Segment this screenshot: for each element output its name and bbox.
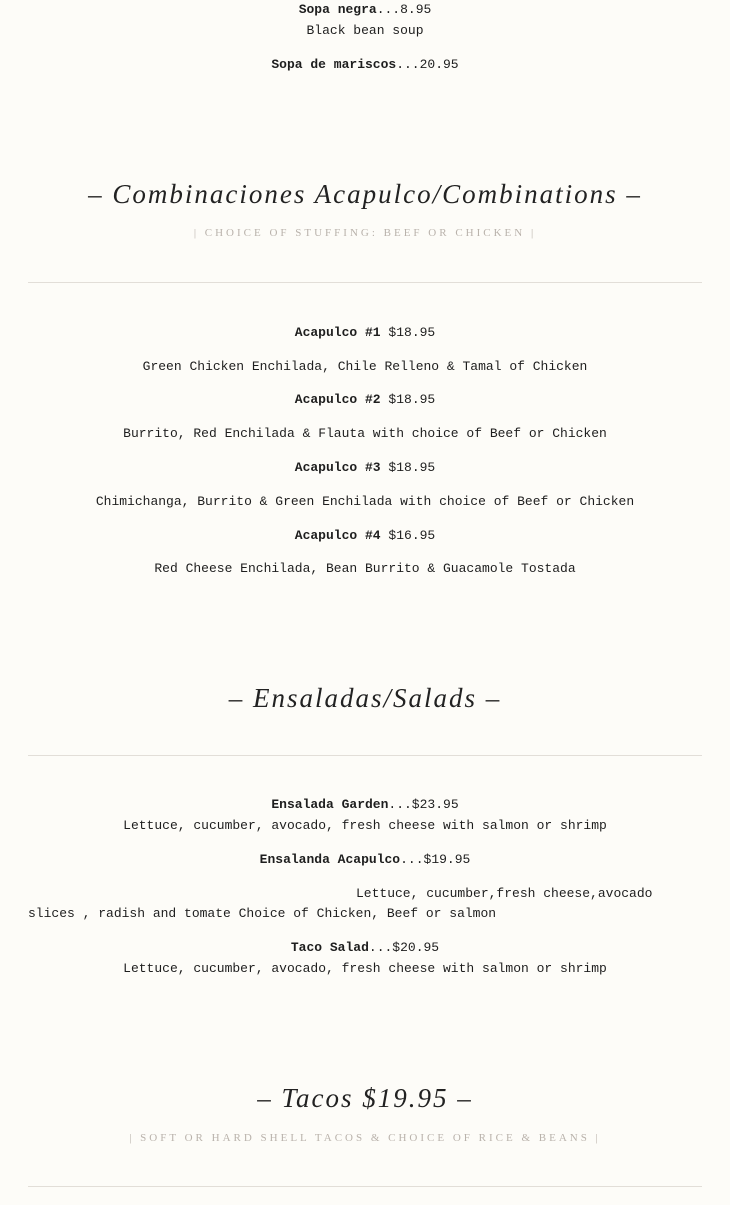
item-name: Acapulco #4 (294, 528, 381, 543)
menu-item-sopa-negra (28, 0, 702, 20)
section-subtitle-combinations: | CHOICE OF STUFFING: BEEF OR CHICKEN | (193, 227, 537, 239)
menu-item-acapulco-1 (28, 323, 702, 343)
item-price: ...$19.95 (400, 852, 471, 867)
item-name: Acapulco #3 (294, 460, 381, 475)
section-divider (28, 755, 702, 756)
section-subtitle-tacos: | SOFT OR HARD SHELL TACOS & CHOICE OF RICE & BEANS | (129, 1132, 601, 1144)
section-divider (28, 1186, 702, 1187)
item-price: ...$23.95 (388, 797, 459, 812)
item-description: Black bean soup (306, 23, 424, 38)
item-price: $18.95 (380, 460, 436, 475)
menu-item-taco-salad (28, 938, 702, 958)
item-name: Ensalada Garden (271, 797, 389, 812)
item-description-line-2: slices , radish and tomate Choice of Chicken, Beef or salmon (28, 906, 497, 921)
menu-item-sopa-de-mariscos (28, 55, 702, 75)
item-price: $18.95 (380, 392, 436, 407)
section-title-salads: – Ensaladas/Salads – (228, 683, 502, 713)
item-price: ...8.95 (376, 2, 432, 17)
menu-item-ensalada-garden (28, 795, 702, 815)
item-price: $18.95 (380, 325, 436, 340)
menu-item-acapulco-4 (28, 526, 702, 546)
item-description: Burrito, Red Enchilada & Flauta with choice of Beef or Chicken (123, 426, 607, 441)
item-name: Ensalanda Acapulco (259, 852, 401, 867)
item-description: Red Cheese Enchilada, Bean Burrito & Guacamole Tostada (154, 561, 576, 576)
item-description: Lettuce, cucumber, avocado, fresh cheese with salmon or shrimp (123, 818, 607, 833)
item-description: Chimichanga, Burrito & Green Enchilada with choice of Beef or Chicken (95, 494, 635, 509)
item-description (28, 884, 702, 924)
item-description: Lettuce, cucumber, avocado, fresh cheese with salmon or shrimp (123, 961, 607, 976)
item-price: ...$20.95 (368, 940, 440, 955)
menu-item-acapulco-3 (28, 458, 702, 478)
item-name: Sopa negra (298, 2, 377, 17)
section-divider (28, 282, 702, 283)
item-price: ...20.95 (396, 57, 459, 72)
item-description-line-1: Lettuce, cucumber,fresh cheese,avocado (356, 886, 653, 901)
item-price: $16.95 (380, 528, 436, 543)
menu-item-acapulco-2 (28, 390, 702, 410)
item-description: Green Chicken Enchilada, Chile Relleno & Tamal of Chicken (142, 359, 588, 374)
item-name: Sopa de mariscos (271, 57, 397, 72)
menu-item-ensalanda-acapulco (28, 850, 702, 870)
section-title-combinations: – Combinaciones Acapulco/Combinations – (88, 179, 642, 209)
item-name: Acapulco #2 (294, 392, 381, 407)
item-name: Taco Salad (290, 940, 369, 955)
item-name: Acapulco #1 (294, 325, 381, 340)
section-title-tacos: – Tacos $19.95 – (257, 1083, 473, 1113)
